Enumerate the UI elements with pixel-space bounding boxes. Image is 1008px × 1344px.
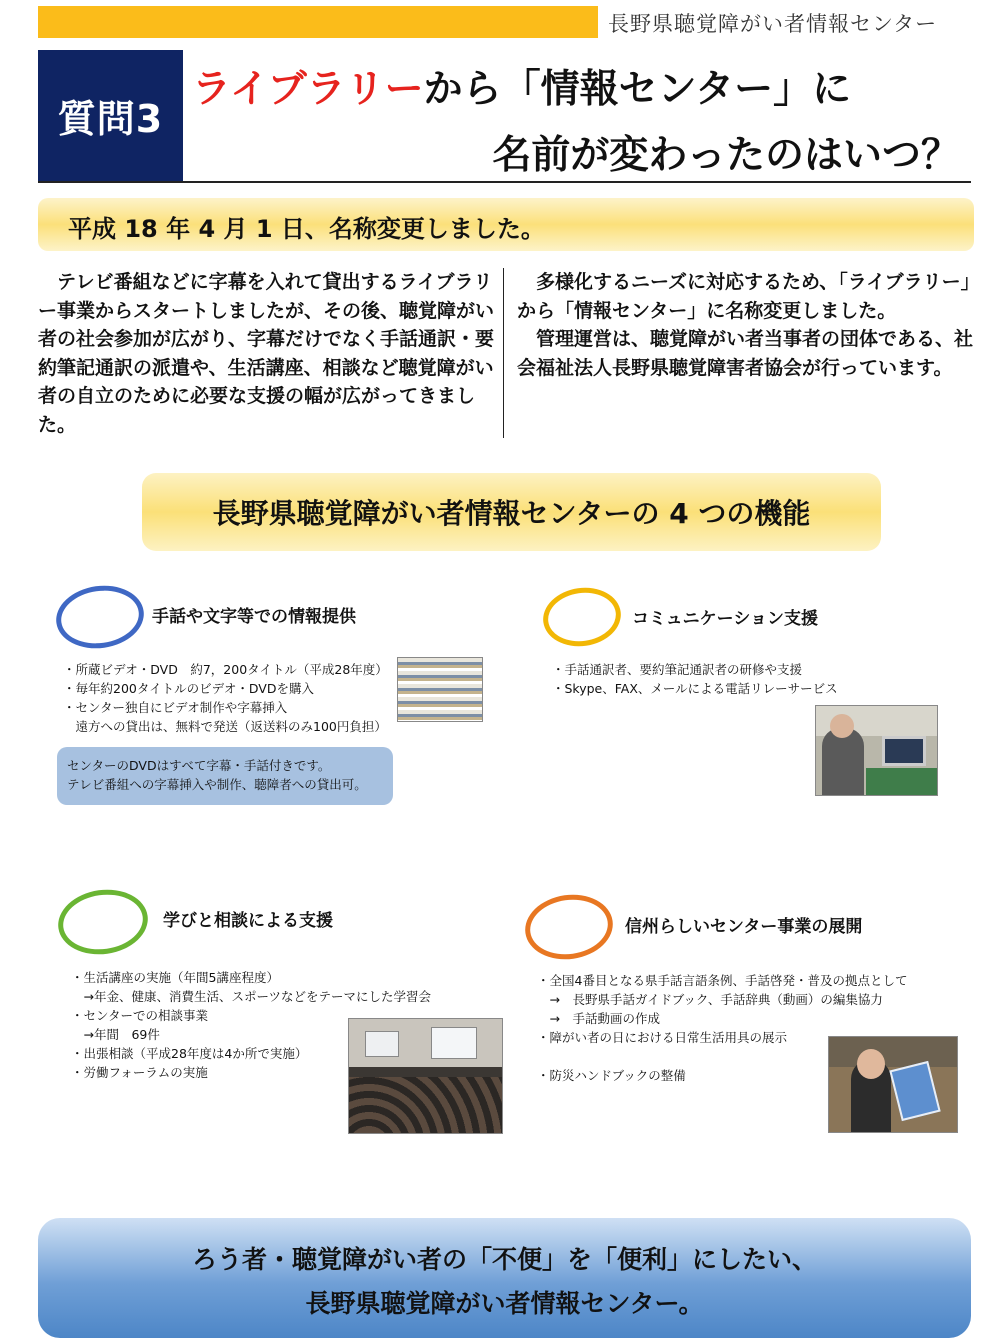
feature-bullets (552, 660, 838, 698)
list-item: ・所蔵ビデオ・DVD 約7，200タイトル（平成28年度） (63, 662, 388, 677)
right-paragraph-2: 管理運営は、聴覚障がい者当事者の団体である、社会福祉法人長野県聴覚障害者協会が行っています。 (517, 328, 974, 379)
feature-bullets (63, 660, 388, 736)
feature-title: コミュニケーション支援 (632, 609, 818, 629)
question-title-line1 (192, 58, 851, 114)
seminar-photo (348, 1018, 503, 1134)
orange-ring-icon (521, 889, 617, 965)
column-divider (503, 268, 504, 438)
blue-ring-icon (52, 580, 148, 654)
left-paragraph: テレビ番組などに字幕を入れて貸出するライブラリー事業からスタートしましたが、その後、聴覚障がい者の社会参加が広がり、字幕だけでなく手話通訳・要約筆記通訳の派遣や、生活講座、相談など聴覚障がい者の自立のために必要な支援の幅が広がってきました。 (38, 271, 495, 436)
list-item: →年金、健康、消費生活、スポーツなどをテーマにした学習会 (71, 989, 431, 1004)
title-highlight: ライブラリー (192, 67, 424, 112)
feature-title: 手話や文字等での情報提供 (152, 607, 356, 627)
note-line: テレビ番組への字幕挿入や制作、聴障者への貸出可。 (67, 777, 367, 792)
list-item: ・出張相談（平成28年度は4か所で実施） (71, 1046, 308, 1061)
list-item: ・センターでの相談事業 (71, 1008, 209, 1023)
list-item: ・障がい者の日における日常生活用具の展示 (537, 1030, 788, 1045)
list-item: ・生活講座の実施（年間5講座程度） (71, 970, 279, 985)
question-title-line2: 名前が変わったのはいつ？ (492, 133, 960, 178)
body-left-column (38, 268, 498, 440)
list-item: → 手話動画の作成 (537, 1011, 660, 1026)
functions-heading-banner (142, 473, 881, 551)
dvd-note-box (57, 747, 393, 805)
org-name-header: 長野県聴覚障がい者情報センター (608, 12, 938, 36)
footer-band (38, 1218, 971, 1338)
question-badge: 質問3 (38, 50, 183, 181)
list-item: ・手話通訳者、要約筆記通訳者の研修や支援 (552, 662, 803, 677)
list-item: ・毎年約200タイトルのビデオ・DVDを購入 (63, 681, 314, 696)
yellow-ring-icon (539, 583, 624, 651)
library-shelves-photo (397, 657, 483, 722)
footer-line-2: 長野県聴覚障がい者情報センター。 (305, 1289, 704, 1318)
functions-heading: 長野県聴覚障がい者情報センターの 4 つの機能 (212, 497, 811, 530)
list-item: 遠方への貸出は、無料で発送（返送料のみ100円負担） (63, 719, 387, 734)
answer-band (38, 198, 974, 251)
body-right-column (517, 268, 977, 382)
list-item: ・センター独自にビデオ制作や字幕挿入 (63, 700, 288, 715)
answer-headline: 平成 18 年 4 月 1 日、名称変更しました。 (68, 215, 545, 243)
feature-title: 信州らしいセンター事業の展開 (625, 917, 863, 937)
list-item: ・労働フォーラムの実施 (71, 1065, 208, 1080)
handbook-photo (828, 1036, 958, 1133)
list-item: →年間 69件 (71, 1027, 160, 1042)
list-item: ・Skype、FAX、メールによる電話リレーサービス (552, 681, 838, 696)
title-divider (38, 181, 971, 183)
list-item: → 長野県手話ガイドブック、手話辞典（動画）の編集協力 (537, 992, 883, 1007)
list-item: ・防災ハンドブックの整備 (537, 1068, 686, 1083)
title-rest: から「情報センター」に (423, 67, 852, 112)
header-accent-bar (38, 6, 598, 38)
right-paragraph-1: 多様化するニーズに対応するため、「ライブラリー」から「情報センター」に名称変更しました。 (517, 271, 971, 322)
green-ring-icon (54, 884, 152, 960)
relay-service-photo (815, 705, 938, 796)
feature-title: 学びと相談による支援 (163, 911, 333, 931)
note-line: センターのDVDはすべて字幕・手話付きです。 (67, 758, 331, 773)
list-item: ・全国4番目となる県手話言語条例、手話啓発・普及の拠点として (537, 973, 908, 988)
footer-line-1: ろう者・聴覚障がい者の「不便」を「便利」にしたい、 (191, 1245, 817, 1274)
